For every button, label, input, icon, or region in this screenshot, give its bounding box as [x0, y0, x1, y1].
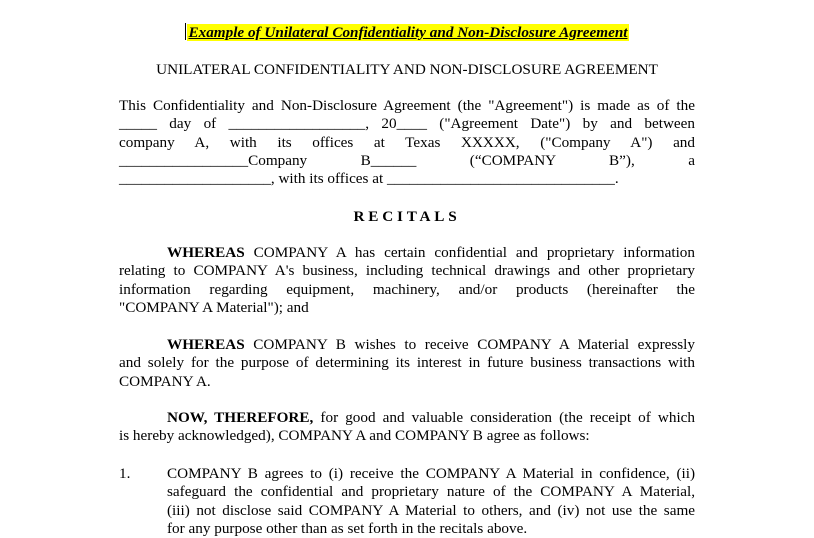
- whereas-paragraph-1: [119, 244, 695, 317]
- paragraph-line: and solely for the purpose of determining its interest in future business transactions with: [119, 354, 695, 372]
- paragraph-text: COMPANY B wishes to receive COMPANY A Material expressly: [244, 336, 695, 353]
- whereas-paragraph-2: [119, 336, 695, 391]
- whereas-keyword: WHEREAS: [167, 336, 245, 353]
- paragraph-text: for good and valuable consideration (the receipt of which: [313, 409, 695, 426]
- whereas-keyword: WHEREAS: [167, 244, 245, 261]
- paragraph-line: [119, 244, 695, 262]
- paragraph-line: [119, 336, 695, 354]
- intro-line: _____ day of __________________, 20____ ("Agreement Date") by and between: [119, 115, 695, 133]
- paragraph-line: safeguard the confidential and proprietary nature of the COMPANY A Material,: [167, 483, 695, 501]
- paragraph-line: [119, 409, 695, 427]
- intro-line: This Confidentiality and Non-Disclosure Agreement (the "Agreement") is made as of the: [119, 97, 695, 114]
- intro-line: ____________________, with its offices at ______________________________.: [119, 170, 619, 188]
- paragraph-line: COMPANY B agrees to (i) receive the COMPANY A Material in confidence, (ii): [167, 465, 695, 482]
- header-line: [119, 23, 695, 42]
- list-item-number: 1.: [119, 465, 131, 482]
- paragraph-line: "COMPANY A Material"); and: [119, 298, 309, 316]
- paragraph-line: information regarding equipment, machinery, and/or products (hereinafter the: [119, 280, 695, 298]
- paragraph-line: (iii) not disclose said COMPANY A Material to others, and (iv) not use the same: [167, 501, 695, 519]
- list-item-body: [167, 465, 695, 538]
- paragraph-text: COMPANY A has certain confidential and proprietary information: [244, 244, 695, 261]
- paragraph-line: for any purpose other than as set forth in the recitals above.: [167, 519, 528, 537]
- recitals-heading: RECITALS: [353, 208, 461, 225]
- agreement-title: UNILATERAL CONFIDENTIALITY AND NON-DISCLOSURE AGREEMENT: [156, 61, 658, 78]
- intro-paragraph: [119, 97, 695, 188]
- paragraph-line: COMPANY A.: [119, 372, 211, 390]
- paragraph-line: relating to COMPANY A's business, including technical drawings and other proprietary: [119, 262, 695, 280]
- now-therefore-paragraph: [119, 409, 695, 446]
- paragraph-line: is hereby acknowledged), COMPANY A and COMPANY B agree as follows:: [119, 427, 590, 445]
- highlighted-header-title[interactable]: Example of Unilateral Confidentiality and Non-Disclosure Agreement: [188, 24, 628, 41]
- intro-line: _________________Company B______ (“COMPANY B”), a: [119, 151, 695, 169]
- now-therefore-keyword: NOW, THEREFORE,: [167, 409, 314, 426]
- intro-line: company A, with its offices at Texas XXXXX, ("Company A") and: [119, 133, 695, 151]
